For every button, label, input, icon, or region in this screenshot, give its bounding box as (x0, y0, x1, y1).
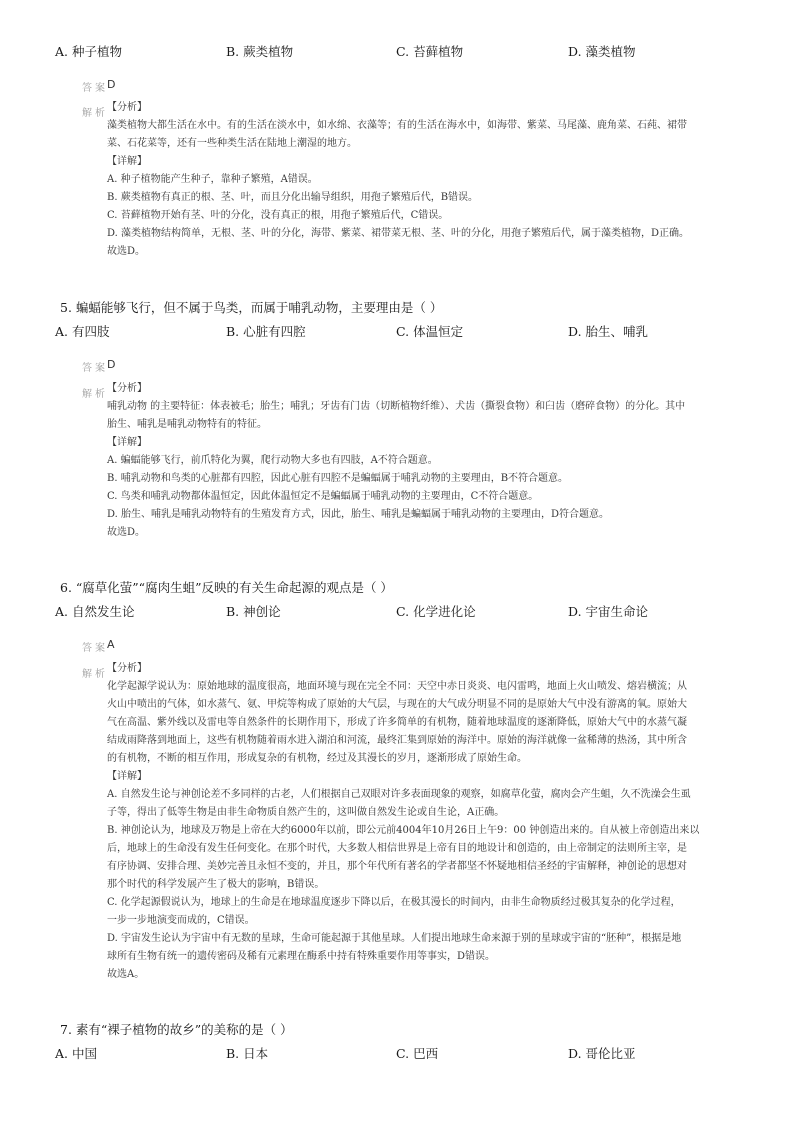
q4-option-a: A. 种子植物 (55, 44, 122, 59)
analysis-line: C. 鸟类和哺乳动物都体温恒定，因此体温恒定不是蝙蝠属于哺乳动物的主要理由，C不符合题意。 (107, 491, 539, 502)
analysis-line: 气在高温、紫外线以及雷电等自然条件的长期作用下，形成了许多简单的有机物，随着地球温度的逐渐降低，原始大气中的水蒸气凝 (107, 717, 687, 728)
analysis-line: 一步一步地演变而成的，C错误。 (107, 915, 255, 926)
q5-stem: 5. 蝙蝠能够飞行，但不属于鸟类，而属于哺乳动物，主要理由是（ ） (60, 300, 443, 315)
analysis-line: 子等，得出了低等生物是由非生命物质自然产生的，这叫做自然发生论或自生论，A正确。 (107, 807, 505, 818)
analysis-line: 【详解】 (107, 156, 147, 167)
q5-answer-value: D (107, 358, 116, 371)
q7-option-d: D. 哥伦比亚 (568, 1046, 636, 1061)
q4-options (55, 42, 755, 58)
analysis-line: 菜、石花菜等，还有一些种类生活在陆地上潮湿的地方。 (107, 138, 357, 149)
analysis-line: 哺乳动物 的主要特征：体表被毛；胎生；哺乳；牙齿有门齿（切断植物纤维）、犬齿（撕裂食物）和臼齿（磨碎食物）的分化。其中 (107, 401, 686, 412)
analysis-line: 的有机物，不断的相互作用，形成复杂的有机物，经过及其漫长的岁月，逐渐形成了原始生命。 (107, 753, 527, 764)
q6-option-d: D. 宇宙生命论 (568, 604, 649, 619)
analysis-line: 【详解】 (107, 771, 147, 782)
analysis-line: C. 化学起源假说认为，地球上的生命是在地球温度逐步下降以后，在极其漫长的时间内，由非生命物质经过极其复杂的化学过程， (107, 897, 681, 908)
analysis-line: 后，地球上的生命没有发生任何变化。在那个时代，大多数人相信世界是上帝有目的地设计和创造的，由上帝制定的法则所主宰，是 (107, 843, 687, 854)
analysis-line: A. 种子植物能产生种子，靠种子繁殖，A错误。 (107, 174, 318, 185)
analysis-line: 球所有生物有统一的遗传密码及稀有元素理在酶系中持有特殊重要作用等事实，D错误。 (107, 951, 496, 962)
analysis-line: B. 蕨类植物有真正的根、茎、叶，而且分化出输导组织，用孢子繁殖后代，B错误。 (107, 192, 479, 203)
q7-stem: 7. 素有“裸子植物的故乡”的美称的是（ ） (60, 1022, 293, 1037)
q5-option-c: C. 体温恒定 (396, 324, 464, 339)
analysis-line: 化学起源学说认为：原始地球的温度很高，地面环境与现在完全不同：天空中赤日炎炎、电闪雷鸣，地面上火山喷发、熔岩横流；从 (107, 681, 687, 692)
analysis-line: 【分析】 (107, 663, 147, 674)
q5-analysis-label: 解析 (82, 389, 108, 400)
analysis-line: B. 神创论认为，地球及万物是上帝在大约6000年以前，即公元前4004年10月26日上午9：00 钟创造出来的。自从被上帝创造出来以 (107, 825, 700, 836)
analysis-line: 火山中喷出的气体，如水蒸气、氨、甲烷等构成了原始的大气层，与现在的大气成分明显不同的是原始大气中没有游离的氧。原始大 (107, 699, 687, 710)
analysis-line: B. 哺乳动物和鸟类的心脏都有四腔，因此心脏有四腔不是蝙蝠属于哺乳动物的主要理由，B不符合题意。 (107, 473, 569, 484)
q6-analysis (107, 660, 722, 984)
analysis-line: 藻类植物大都生活在水中。有的生活在淡水中，如水绵、衣藻等；有的生活在海水中，如海带、紫菜、马尾藻、鹿角菜、石莼、裙带 (107, 120, 687, 131)
analysis-line: A. 自然发生论与神创论差不多同样的古老，人们根据自己双眼对许多表面现象的观察，如腐草化萤，腐肉会产生蛆，久不洗澡会生虱 (107, 789, 691, 800)
analysis-line: 【分析】 (107, 383, 147, 394)
analysis-line: 故选D。 (107, 246, 146, 257)
q7-option-c: C. 巴西 (396, 1046, 439, 1061)
q4-analysis (107, 99, 722, 261)
q6-stem: 6. “腐草化萤”“腐肉生蛆”反映的有关生命起源的观点是（ ） (60, 580, 393, 595)
q5-option-a: A. 有四肢 (55, 324, 110, 339)
q6-option-c: C. 化学进化论 (396, 604, 476, 619)
analysis-line: 【详解】 (107, 437, 147, 448)
analysis-line: 有序协调、安排合理、美妙完善且永恒不变的，并且，那个年代所有著名的学者都坚不怀疑地相信圣经的宇宙解释，神创论的思想对 (107, 861, 687, 872)
q4-analysis-label: 解析 (82, 108, 108, 119)
q7-options (55, 1044, 755, 1060)
q4-option-d: D. 藻类植物 (568, 44, 636, 59)
q5-options (55, 322, 755, 338)
q5-analysis (107, 380, 722, 542)
q6-option-b: B. 神创论 (226, 604, 281, 619)
q6-answer-label: 答案 (82, 643, 108, 654)
q7-option-a: A. 中国 (55, 1046, 97, 1061)
analysis-line: 胎生、哺乳是哺乳动物特有的特征。 (107, 419, 267, 430)
analysis-line: D. 宇宙发生论认为宇宙中有无数的星球，生命可能起源于其他星球。人们提出地球生命来源于别的星球或宇宙的“胚种”，根据是地 (107, 933, 682, 944)
q4-answer-label: 答案 (82, 83, 108, 94)
analysis-line: 故选A。 (107, 969, 145, 980)
q4-answer-value: D (107, 78, 116, 91)
analysis-line: C. 苔藓植物开始有茎、叶的分化，没有真正的根，用孢子繁殖后代，C错误。 (107, 210, 449, 221)
q6-option-a: A. 自然发生论 (55, 604, 135, 619)
q6-answer-value: A (107, 638, 115, 651)
analysis-line: D. 胎生、哺乳是哺乳动物特有的生殖发育方式，因此，胎生、哺乳是蝙蝠属于哺乳动物的主要理由，D符合题意。 (107, 509, 610, 520)
analysis-line: 故选D。 (107, 527, 146, 538)
q5-answer-label: 答案 (82, 363, 108, 374)
q7-option-b: B. 日本 (226, 1046, 269, 1061)
q5-option-d: D. 胎生、哺乳 (568, 324, 649, 339)
analysis-line: 结成雨降落到地面上，这些有机物随着雨水进入湖泊和河流，最终汇集到原始的海洋中。原始的海洋就像一盆稀薄的热汤，其中所含 (107, 735, 687, 746)
q4-option-b: B. 蕨类植物 (226, 44, 294, 59)
q6-analysis-label: 解析 (82, 669, 108, 680)
q5-option-b: B. 心脏有四腔 (226, 324, 306, 339)
analysis-line: 【分析】 (107, 102, 147, 113)
q4-option-c: C. 苔藓植物 (396, 44, 464, 59)
analysis-line: A. 蝙蝠能够飞行，前爪特化为翼，爬行动物大多也有四肢，A不符合题意。 (107, 455, 438, 466)
analysis-line: 那个时代的科学发展产生了极大的影响，B错误。 (107, 879, 325, 890)
q6-options (55, 602, 755, 618)
analysis-line: D. 藻类植物结构简单，无根、茎、叶的分化，海带、紫菜、裙带菜无根、茎、叶的分化，用孢子繁殖后代，属于藻类植物，D正确。 (107, 228, 690, 239)
